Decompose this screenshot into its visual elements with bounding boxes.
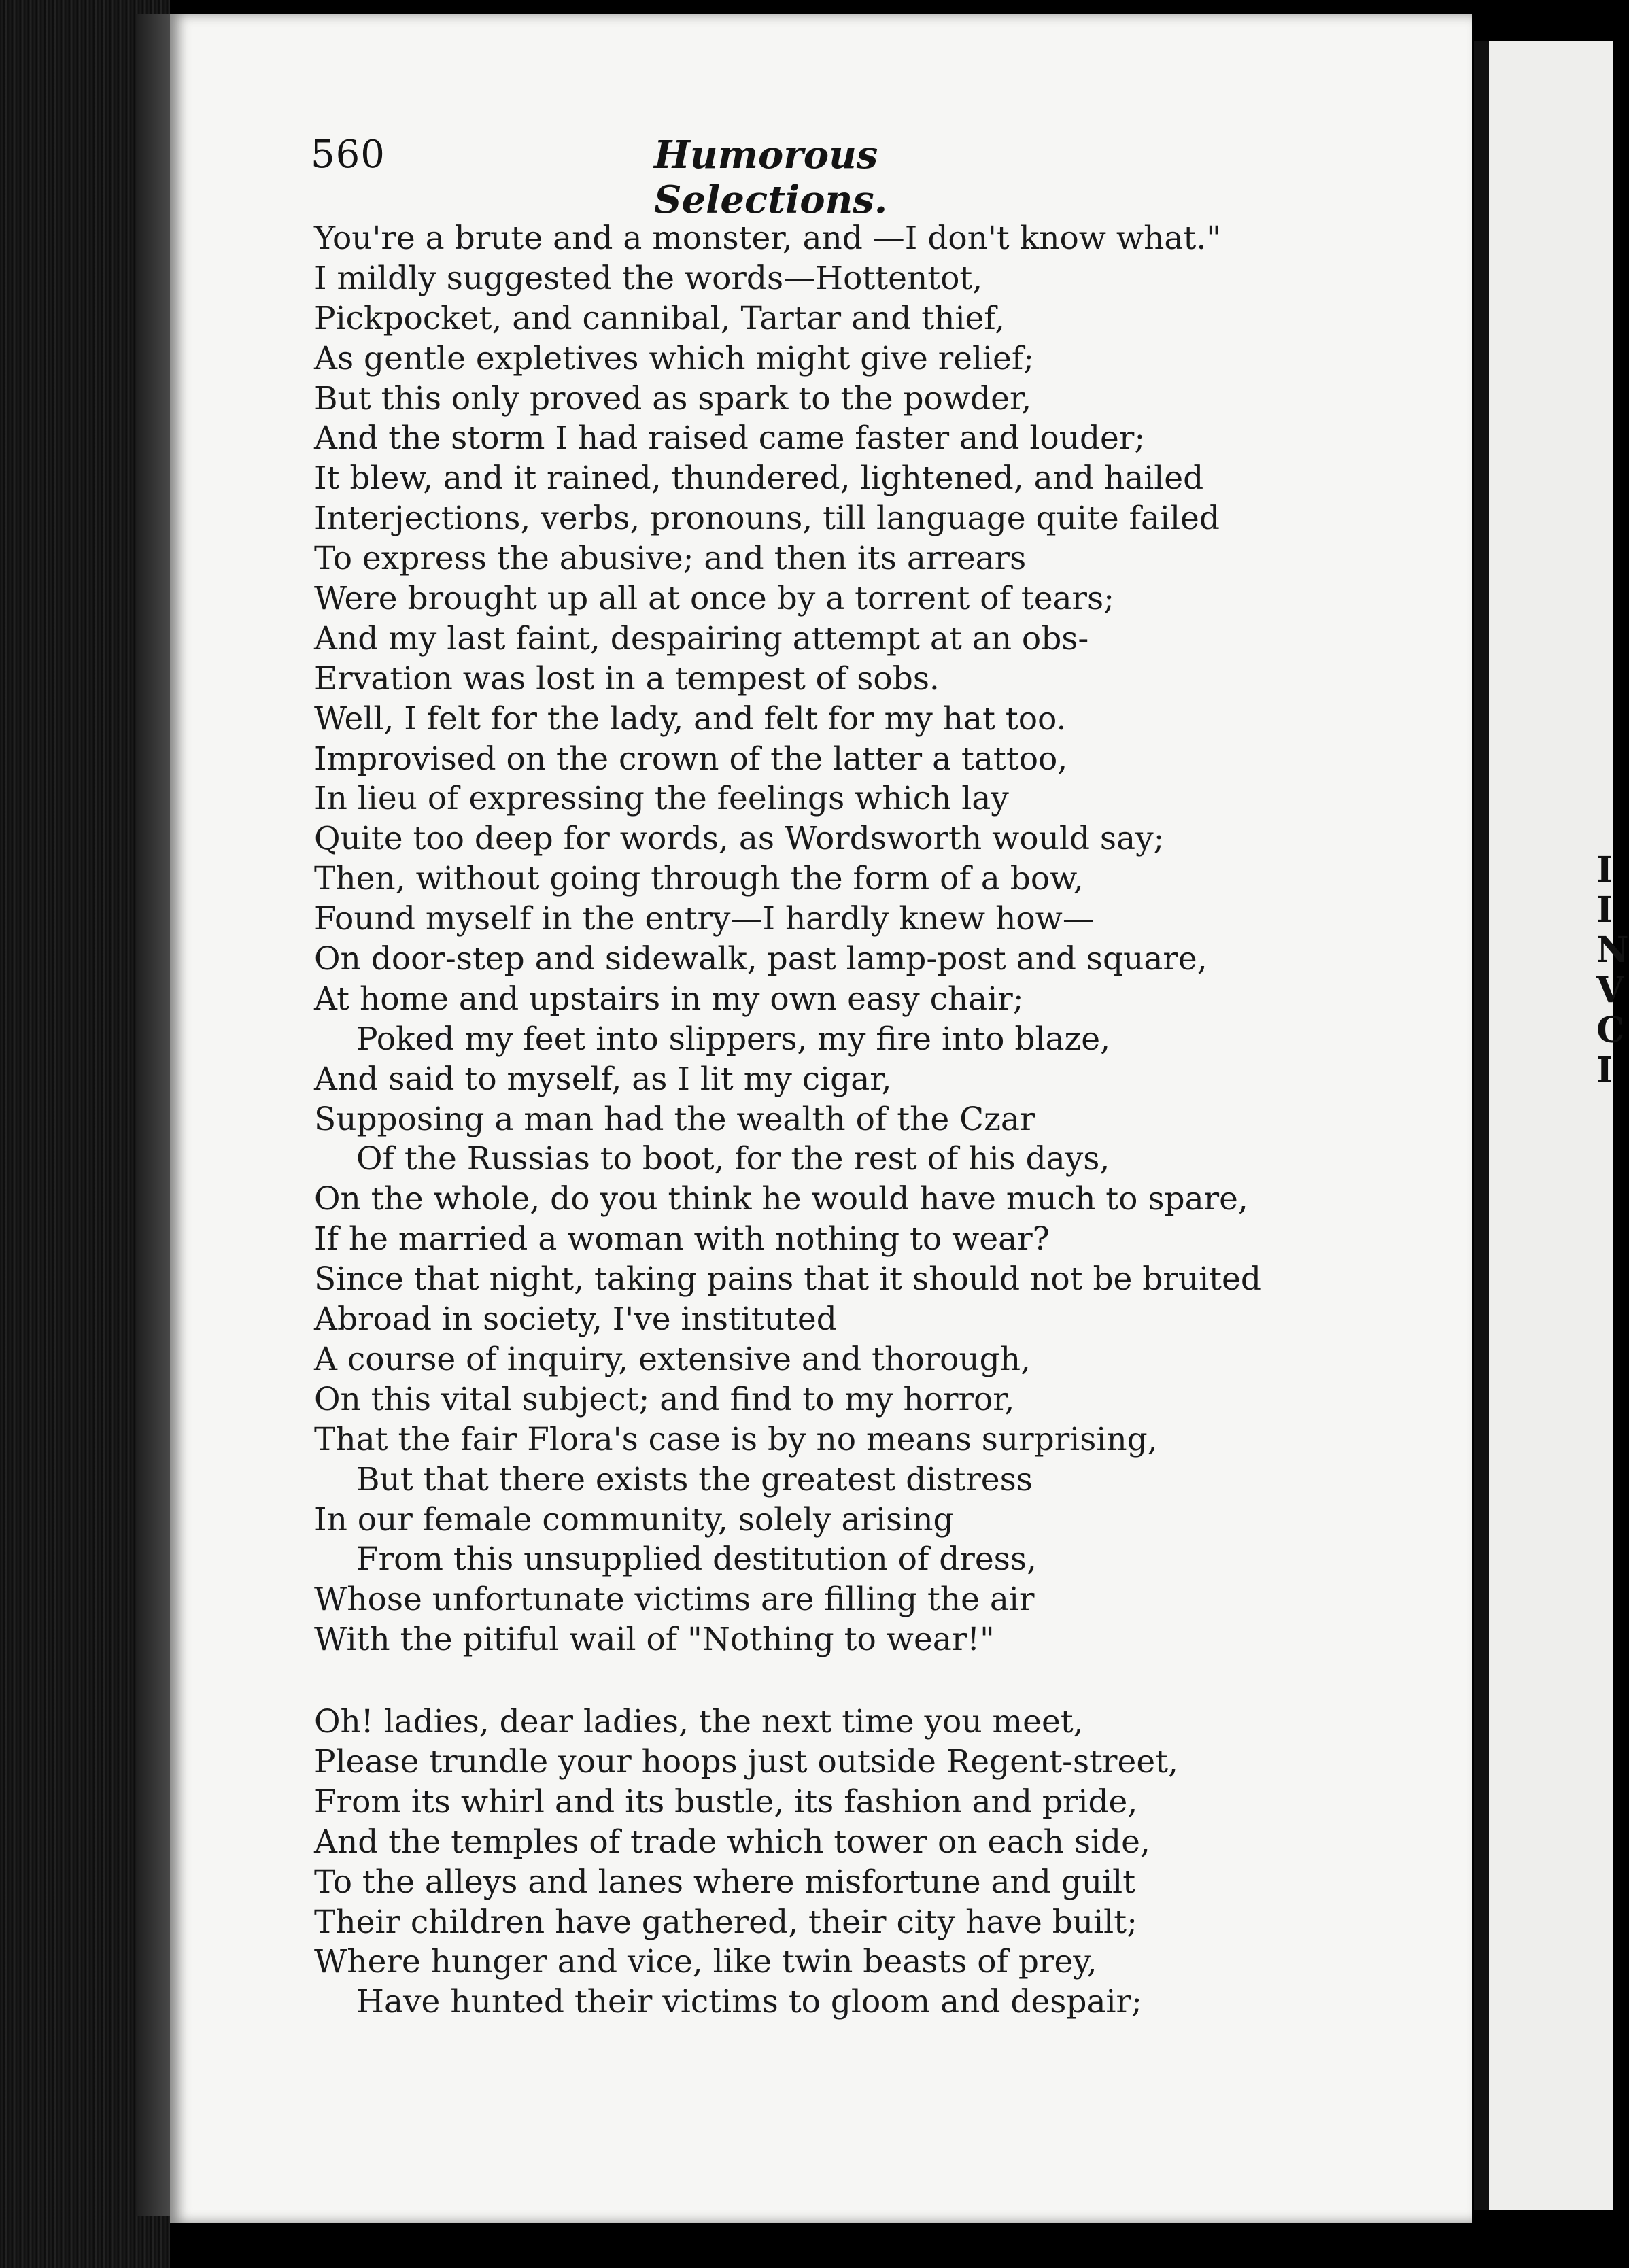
poem-line: And the temples of trade which tower on each side, [314, 1823, 1150, 1861]
poem-line: From its whirl and its bustle, its fashion and pride, [314, 1783, 1138, 1821]
stanza-gap [314, 1660, 1334, 1702]
poem-line: Pickpocket, and cannibal, Tartar and thief, [314, 299, 1005, 337]
page-header [311, 133, 1113, 222]
poem-line: As gentle expletives which might give relief; [314, 339, 1035, 377]
poem-line: It blew, and it rained, thundered, lightened, and hailed [314, 460, 1204, 498]
adjacent-letter: C [1596, 1010, 1625, 1051]
adjacent-letter: I [1596, 849, 1613, 891]
poem-line: To express the abusive; and then its arrears [314, 540, 1027, 578]
poem-line: That the fair Flora's case is by no means surprising, [314, 1420, 1158, 1458]
running-title: Humorous Selections. [654, 133, 888, 222]
stanza-1 [314, 219, 1334, 1660]
poem-line: A course of inquiry, extensive and thorough, [314, 1340, 1031, 1378]
poem-line: And said to myself, as I lit my cigar, [314, 1060, 892, 1098]
poem-line: From this unsupplied destitution of dress, [356, 1541, 1037, 1579]
poem-line: I mildly suggested the words—Hottentot, [314, 259, 983, 297]
poem-line: Well, I felt for the lady, and felt for my hat too. [314, 700, 1067, 738]
poem-line: Oh! ladies, dear ladies, the next time you meet, [314, 1703, 1084, 1741]
poem-line: With the pitiful wail of "Nothing to wear!" [314, 1621, 995, 1659]
poem-line: Quite too deep for words, as Wordsworth would say; [314, 820, 1165, 858]
poem-line: Were brought up all at once by a torrent of tears; [314, 580, 1114, 618]
poem-line: On door-step and sidewalk, past lamp-post and square, [314, 940, 1207, 978]
poem-line: Of the Russias to boot, for the rest of his days, [356, 1140, 1110, 1178]
poem-line: Found myself in the entry—I hardly knew how— [314, 900, 1095, 938]
adjacent-letter: N [1596, 929, 1629, 971]
stanza-2 [314, 1702, 1334, 2023]
poem-line: To the alleys and lanes where misfortune and guilt [314, 1863, 1136, 1901]
poem-line: Please trundle your hoops just outside Regent-street, [314, 1742, 1178, 1781]
poem-line: Then, without going through the form of a bow, [314, 860, 1084, 898]
adjacent-letter: I [1596, 889, 1613, 931]
poem-line: But that there exists the greatest distress [356, 1460, 1033, 1498]
adjacent-letter: V [1596, 969, 1624, 1011]
poem-line: Whose unfortunate victims are filling the air [314, 1581, 1035, 1619]
poem-line: On this vital subject; and find to my horror, [314, 1380, 1015, 1418]
poem-line: In lieu of expressing the feelings which lay [314, 780, 1009, 818]
poem-line: Ervation was lost in a tempest of sobs. [314, 659, 940, 698]
poem-line: On the whole, do you think he would have much to spare, [314, 1180, 1248, 1218]
page-number: 560 [311, 133, 385, 177]
poem-line: And my last faint, despairing attempt at an obs- [314, 619, 1089, 657]
poem-line: Their children have gathered, their city have built; [314, 1903, 1137, 1941]
poem-line: Where hunger and vice, like twin beasts of prey, [314, 1943, 1097, 1981]
poem-line: Poked my feet into slippers, my fire into blaze, [356, 1020, 1111, 1058]
poem-line: Have hunted their victims to gloom and despair; [356, 1983, 1142, 2021]
poem-line: Improvised on the crown of the latter a tattoo, [314, 740, 1068, 778]
poem-line: You're a brute and a monster, and —I don't know what." [314, 220, 1221, 257]
poem-line: If he married a woman with nothing to wear? [314, 1220, 1050, 1258]
poem-line: Abroad in society, I've instituted [314, 1301, 837, 1339]
poem-line: And the storm I had raised came faster and louder; [314, 419, 1146, 458]
adjacent-letter: I [1596, 1050, 1613, 1091]
poem-line: Since that night, taking pains that it should not be bruited [314, 1260, 1261, 1299]
poem-line: In our female community, solely arising [314, 1500, 954, 1539]
poem-line: At home and upstairs in my own easy chair; [314, 980, 1024, 1018]
poem-text [314, 219, 1334, 2023]
adjacent-page-letters [1596, 849, 1629, 1091]
adjacent-page [1474, 41, 1613, 2210]
poem-line: Interjections, verbs, pronouns, till language quite failed [314, 500, 1220, 538]
poem-line: But this only proved as spark to the powder, [314, 379, 1032, 417]
poem-line: Supposing a man had the wealth of the Czar [314, 1100, 1035, 1138]
